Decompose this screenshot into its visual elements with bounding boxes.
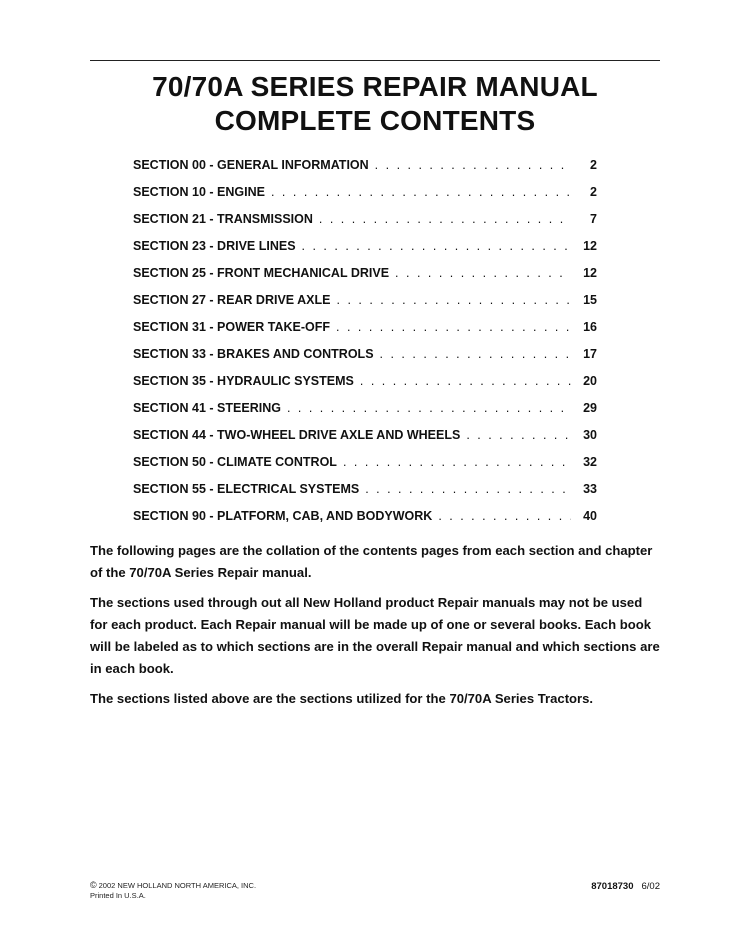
toc-page-number: 30 xyxy=(583,428,597,442)
footer-part-info xyxy=(591,881,660,892)
toc-page-number: 2 xyxy=(590,158,597,172)
toc-page-number: 17 xyxy=(583,347,597,361)
table-of-contents xyxy=(133,158,597,536)
toc-leader-dots xyxy=(438,509,571,523)
toc-row[interactable] xyxy=(133,509,597,536)
toc-row[interactable] xyxy=(133,158,597,185)
toc-row[interactable] xyxy=(133,347,597,374)
toc-label: SECTION 41 - STEERING xyxy=(133,401,281,415)
toc-label: SECTION 23 - DRIVE LINES xyxy=(133,239,296,253)
copyright-icon: © xyxy=(90,880,97,890)
body-text xyxy=(90,540,662,718)
toc-label: SECTION 31 - POWER TAKE-OFF xyxy=(133,320,330,334)
toc-row[interactable] xyxy=(133,374,597,401)
top-rule xyxy=(90,60,660,61)
toc-leader-dots xyxy=(360,374,571,388)
toc-label: SECTION 33 - BRAKES AND CONTROLS xyxy=(133,347,374,361)
toc-leader-dots xyxy=(337,293,572,307)
toc-leader-dots xyxy=(395,266,571,280)
title-line-1: 70/70A SERIES REPAIR MANUAL xyxy=(152,71,598,102)
paragraph-collation: The following pages are the collation of the contents pages from each section and chapter of the 70/70A Series Repair manual. xyxy=(90,543,653,580)
toc-label: SECTION 50 - CLIMATE CONTROL xyxy=(133,455,337,469)
copyright-text: 2002 NEW HOLLAND NORTH AMERICA, INC. xyxy=(98,881,257,890)
part-number: 87018730 xyxy=(591,881,634,892)
toc-label: SECTION 25 - FRONT MECHANICAL DRIVE xyxy=(133,266,390,280)
toc-page-number: 33 xyxy=(583,482,597,496)
toc-leader-dots xyxy=(365,482,571,496)
toc-page-number: 15 xyxy=(583,293,597,307)
toc-page-number: 2 xyxy=(590,185,597,199)
toc-label: SECTION 21 - TRANSMISSION xyxy=(133,212,313,226)
toc-leader-dots xyxy=(336,320,571,334)
toc-label: SECTION 55 - ELECTRICAL SYSTEMS xyxy=(133,482,360,496)
toc-page-number: 40 xyxy=(583,509,597,523)
toc-leader-dots xyxy=(343,455,571,469)
toc-page-number: 16 xyxy=(583,320,597,334)
toc-row[interactable] xyxy=(133,185,597,212)
toc-label: SECTION 10 - ENGINE xyxy=(133,185,265,199)
toc-leader-dots xyxy=(380,347,571,361)
toc-row[interactable] xyxy=(133,320,597,347)
toc-row[interactable] xyxy=(133,266,597,293)
toc-row[interactable] xyxy=(133,239,597,266)
toc-page-number: 29 xyxy=(583,401,597,415)
print-date: 6/02 xyxy=(641,881,660,892)
toc-page-number: 32 xyxy=(583,455,597,469)
toc-label: SECTION 35 - HYDRAULIC SYSTEMS xyxy=(133,374,354,388)
toc-row[interactable] xyxy=(133,455,597,482)
toc-label: SECTION 90 - PLATFORM, CAB, AND BODYWORK xyxy=(133,509,433,523)
toc-page-number: 7 xyxy=(590,212,597,226)
toc-row[interactable] xyxy=(133,212,597,239)
toc-label: SECTION 44 - TWO-WHEEL DRIVE AXLE AND WHEELS xyxy=(133,428,461,442)
paragraph-sections-usage: The sections used through out all New Holland product Repair manuals may not be used for each product. Each Repair manual will be made up of one or several books. Each book will be labeled as to which sections are in the overall Repair manual and which sections are in each book. xyxy=(90,595,660,676)
footer-copyright xyxy=(90,880,256,901)
toc-row[interactable] xyxy=(133,482,597,509)
toc-leader-dots xyxy=(375,158,571,172)
toc-label: SECTION 27 - REAR DRIVE AXLE xyxy=(133,293,331,307)
paragraph-sections-utilized: The sections listed above are the sections utilized for the 70/70A Series Tractors. xyxy=(90,691,594,706)
toc-leader-dots xyxy=(319,212,571,226)
toc-page-number: 12 xyxy=(583,266,597,280)
toc-row[interactable] xyxy=(133,428,597,455)
toc-leader-dots xyxy=(287,401,571,415)
toc-leader-dots xyxy=(466,428,571,442)
toc-page-number: 12 xyxy=(583,239,597,253)
toc-label: SECTION 00 - GENERAL INFORMATION xyxy=(133,158,369,172)
toc-leader-dots xyxy=(302,239,571,253)
toc-leader-dots xyxy=(271,185,571,199)
page-title xyxy=(90,70,660,138)
title-line-2: COMPLETE CONTENTS xyxy=(214,105,536,136)
toc-row[interactable] xyxy=(133,293,597,320)
toc-row[interactable] xyxy=(133,401,597,428)
printed-in-text: Printed In U.S.A. xyxy=(90,891,146,900)
toc-page-number: 20 xyxy=(583,374,597,388)
